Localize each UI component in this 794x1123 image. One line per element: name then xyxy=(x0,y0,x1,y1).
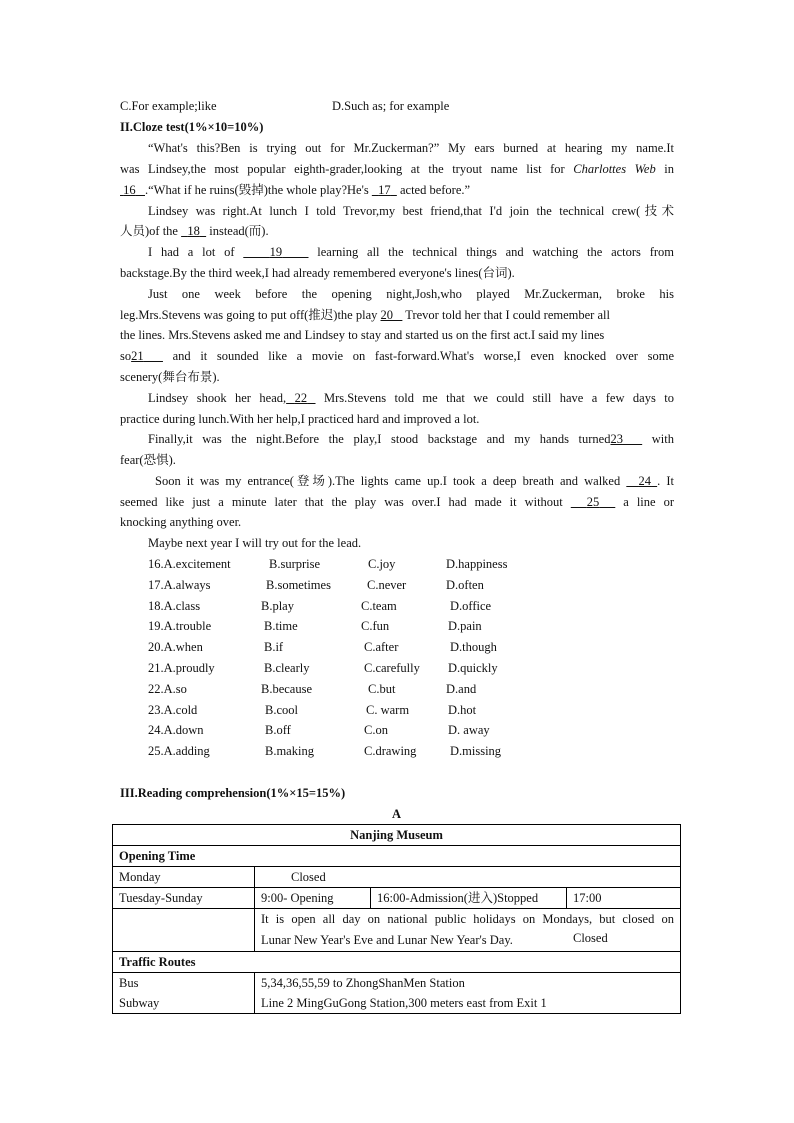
cloze-p1-line1: “What's this?Ben is trying out for Mr.Zuckerman?” My ears burned at hearing my name.It xyxy=(148,141,674,155)
day-label: Tuesday-Sunday xyxy=(113,888,255,909)
option-a: 18.A.class xyxy=(148,599,201,613)
blank-16: 16 xyxy=(123,183,136,197)
text-segment: Soon it was my entrance(登场).The lights came up.I took a deep breath and walked xyxy=(155,474,627,488)
option-b: B.cool xyxy=(265,703,298,717)
option-b: B.clearly xyxy=(264,661,310,675)
text-segment: leg.Mrs.Stevens was going to put off(推迟)the play xyxy=(120,308,381,322)
option-c: C.fun xyxy=(361,619,390,633)
option-d: D.happiness xyxy=(446,557,508,571)
blank-18: 18 xyxy=(187,224,200,238)
cloze-p7-line3: knocking anything over. xyxy=(120,515,242,529)
blank-25: 25 xyxy=(586,495,600,509)
table-title: Nanjing Museum xyxy=(113,825,681,846)
text-segment: a line or xyxy=(615,495,674,509)
option-c: C.never xyxy=(367,578,407,592)
text-segment: .“What if he ruins(毁掉)the whole play?He's xyxy=(145,183,372,197)
option-a: 16.A.excitement xyxy=(148,557,231,571)
option-c: C.after xyxy=(364,640,399,654)
text-segment: acted before.” xyxy=(396,183,471,197)
option-b: B.if xyxy=(264,640,284,654)
text-segment: . It xyxy=(657,474,675,488)
blank-24: 24 xyxy=(638,474,652,488)
closing-time: 17:00 Closed xyxy=(573,891,608,945)
table-row xyxy=(113,825,681,846)
table-cell xyxy=(113,909,255,952)
text-segment: learning all the technical things and watching the actors from xyxy=(308,245,675,259)
text-segment: so xyxy=(120,349,132,363)
blank-20: 20 xyxy=(380,308,393,322)
option-d: D.office xyxy=(450,599,492,613)
cloze-p4-line2 xyxy=(120,305,674,325)
option-b: B.making xyxy=(265,744,314,758)
option-b: B.because xyxy=(261,682,313,696)
option-d: D.Such as; for example xyxy=(332,99,450,113)
cloze-p5-line2: practice during lunch.With her help,I practiced hard and improved a lot. xyxy=(120,412,480,426)
cloze-p6-line2: fear(恐惧). xyxy=(120,453,176,467)
cloze-p4-line3: the lines. Mrs.Stevens asked me and Lindsey to stay and started us on the first act.I said my lines xyxy=(120,328,605,342)
cloze-p5-line1 xyxy=(148,388,674,408)
cloze-heading: II.Cloze test(1%×10=10%) xyxy=(120,120,264,134)
option-b: B.time xyxy=(264,619,298,633)
option-d: D.quickly xyxy=(448,661,498,675)
bus-route: 5,34,36,55,59 to ZhongShanMen Station xyxy=(261,976,465,990)
option-d: D.hot xyxy=(448,703,477,717)
table-row xyxy=(113,952,681,973)
option-d: D. away xyxy=(448,723,490,737)
route-values xyxy=(255,973,681,1014)
cloze-p7-line1 xyxy=(155,471,674,491)
text-segment: and it sounded like a movie on fast-forward.What's worse,I even knocked over some xyxy=(162,349,674,363)
text-segment: seemed like just a minute later that the play was over.I had made it without xyxy=(120,495,571,509)
option-a: 21.A.proudly xyxy=(148,661,215,675)
day-label: Monday xyxy=(113,867,255,888)
option-a: 25.A.adding xyxy=(148,744,210,758)
museum-info-table xyxy=(112,824,681,1014)
subway-label: Subway xyxy=(119,996,160,1010)
option-c: C. warm xyxy=(366,703,410,717)
text-segment: I had a lot of xyxy=(148,245,244,259)
text-segment: was Lindsey,the most popular eighth-grader,looking at the tryout name list for xyxy=(120,162,574,176)
bus-label: Bus xyxy=(119,976,139,990)
option-b: B.surprise xyxy=(269,557,321,571)
option-c: C.team xyxy=(361,599,397,613)
text-segment: Trevor told her that I could remember all xyxy=(402,308,610,322)
text-segment: Finally,it was the night.Before the play,I stood backstage and my hands turned xyxy=(148,432,611,446)
admission-stop: 16:00-Admission(进入)Stopped xyxy=(371,888,567,908)
option-b: B.off xyxy=(265,723,291,737)
text-segment: 人员)of the xyxy=(120,224,182,238)
subway-route: Line 2 MingGuGong Station,300 meters east from Exit 1 xyxy=(261,996,547,1010)
cloze-p3-line2: backstage.By the third week,I had already remembered everyone's lines(台词). xyxy=(120,266,515,280)
cloze-p6-line1 xyxy=(148,429,674,449)
cloze-p1-line3 xyxy=(120,180,674,200)
option-a: 20.A.when xyxy=(148,640,203,654)
cloze-p4-line5: scenery(舞台布景). xyxy=(120,370,220,384)
blank-23: 23 xyxy=(610,432,623,446)
text-segment: instead(而). xyxy=(206,224,269,238)
option-c: C.joy xyxy=(368,557,396,571)
option-b: B.sometimes xyxy=(266,578,331,592)
option-c: C.drawing xyxy=(364,744,417,758)
table-row xyxy=(113,846,681,867)
section-label: A xyxy=(391,807,402,821)
text-segment: Mrs.Stevens told me that we could still have a few days to xyxy=(315,391,674,405)
table-row xyxy=(113,867,681,888)
table-cell xyxy=(255,867,681,888)
blank-17: 17 xyxy=(378,183,391,197)
option-b: B.play xyxy=(261,599,294,613)
option-d: D.and xyxy=(446,682,477,696)
reading-heading: III.Reading comprehension(1%×15=15%) xyxy=(120,786,346,800)
holiday-note: It is open all day on national public holidays on Mondays, but closed on Lunar New Year's Eve and Lunar New Year's Day. xyxy=(255,909,681,952)
blank-19: 19 xyxy=(269,245,283,259)
text-segment: in xyxy=(655,162,674,176)
cloze-p1-line2 xyxy=(120,159,674,179)
option-c: C.but xyxy=(368,682,396,696)
cloze-p4-line1: Just one week before the opening night,Josh,who played Mr.Zuckerman, broke his xyxy=(148,287,674,301)
cloze-p8: Maybe next year I will try out for the lead. xyxy=(148,536,362,550)
option-a: 22.A.so xyxy=(148,682,187,696)
opening-hour: 9:00- Opening xyxy=(255,888,371,908)
option-a: 24.A.down xyxy=(148,723,204,737)
option-d: D.missing xyxy=(450,744,502,758)
blank-21: 21 xyxy=(131,349,144,363)
section-opening-time: Opening Time xyxy=(113,846,681,867)
monday-status: Closed xyxy=(291,870,326,884)
option-a: 23.A.cold xyxy=(148,703,198,717)
option-c: C.carefully xyxy=(364,661,420,675)
cloze-p2-line1: Lindsey was right.At lunch I told Trevor,my best friend,that I'd join the technical crew(技术 xyxy=(148,204,674,218)
table-row xyxy=(113,888,681,909)
option-d: D.pain xyxy=(448,619,482,633)
option-a: 17.A.always xyxy=(148,578,211,592)
route-labels xyxy=(113,973,255,1014)
option-c: C.For example;like xyxy=(120,99,217,113)
option-a: 19.A.trouble xyxy=(148,619,212,633)
cloze-p3-line1 xyxy=(148,242,674,262)
text-segment: with xyxy=(642,432,674,446)
cloze-p7-line2 xyxy=(120,492,674,512)
text-segment: Lindsey shook her head, xyxy=(148,391,287,405)
section-traffic-routes: Traffic Routes xyxy=(113,952,681,973)
blank-22: 22 xyxy=(294,391,308,405)
cloze-p2-line2 xyxy=(120,221,674,241)
option-c: C.on xyxy=(364,723,388,737)
table-row xyxy=(113,973,681,1014)
cloze-p4-line4 xyxy=(120,346,674,366)
option-d: D.though xyxy=(450,640,497,654)
option-d: D.often xyxy=(446,578,484,592)
question-options-line xyxy=(120,96,674,116)
book-title: Charlottes Web xyxy=(573,162,656,176)
